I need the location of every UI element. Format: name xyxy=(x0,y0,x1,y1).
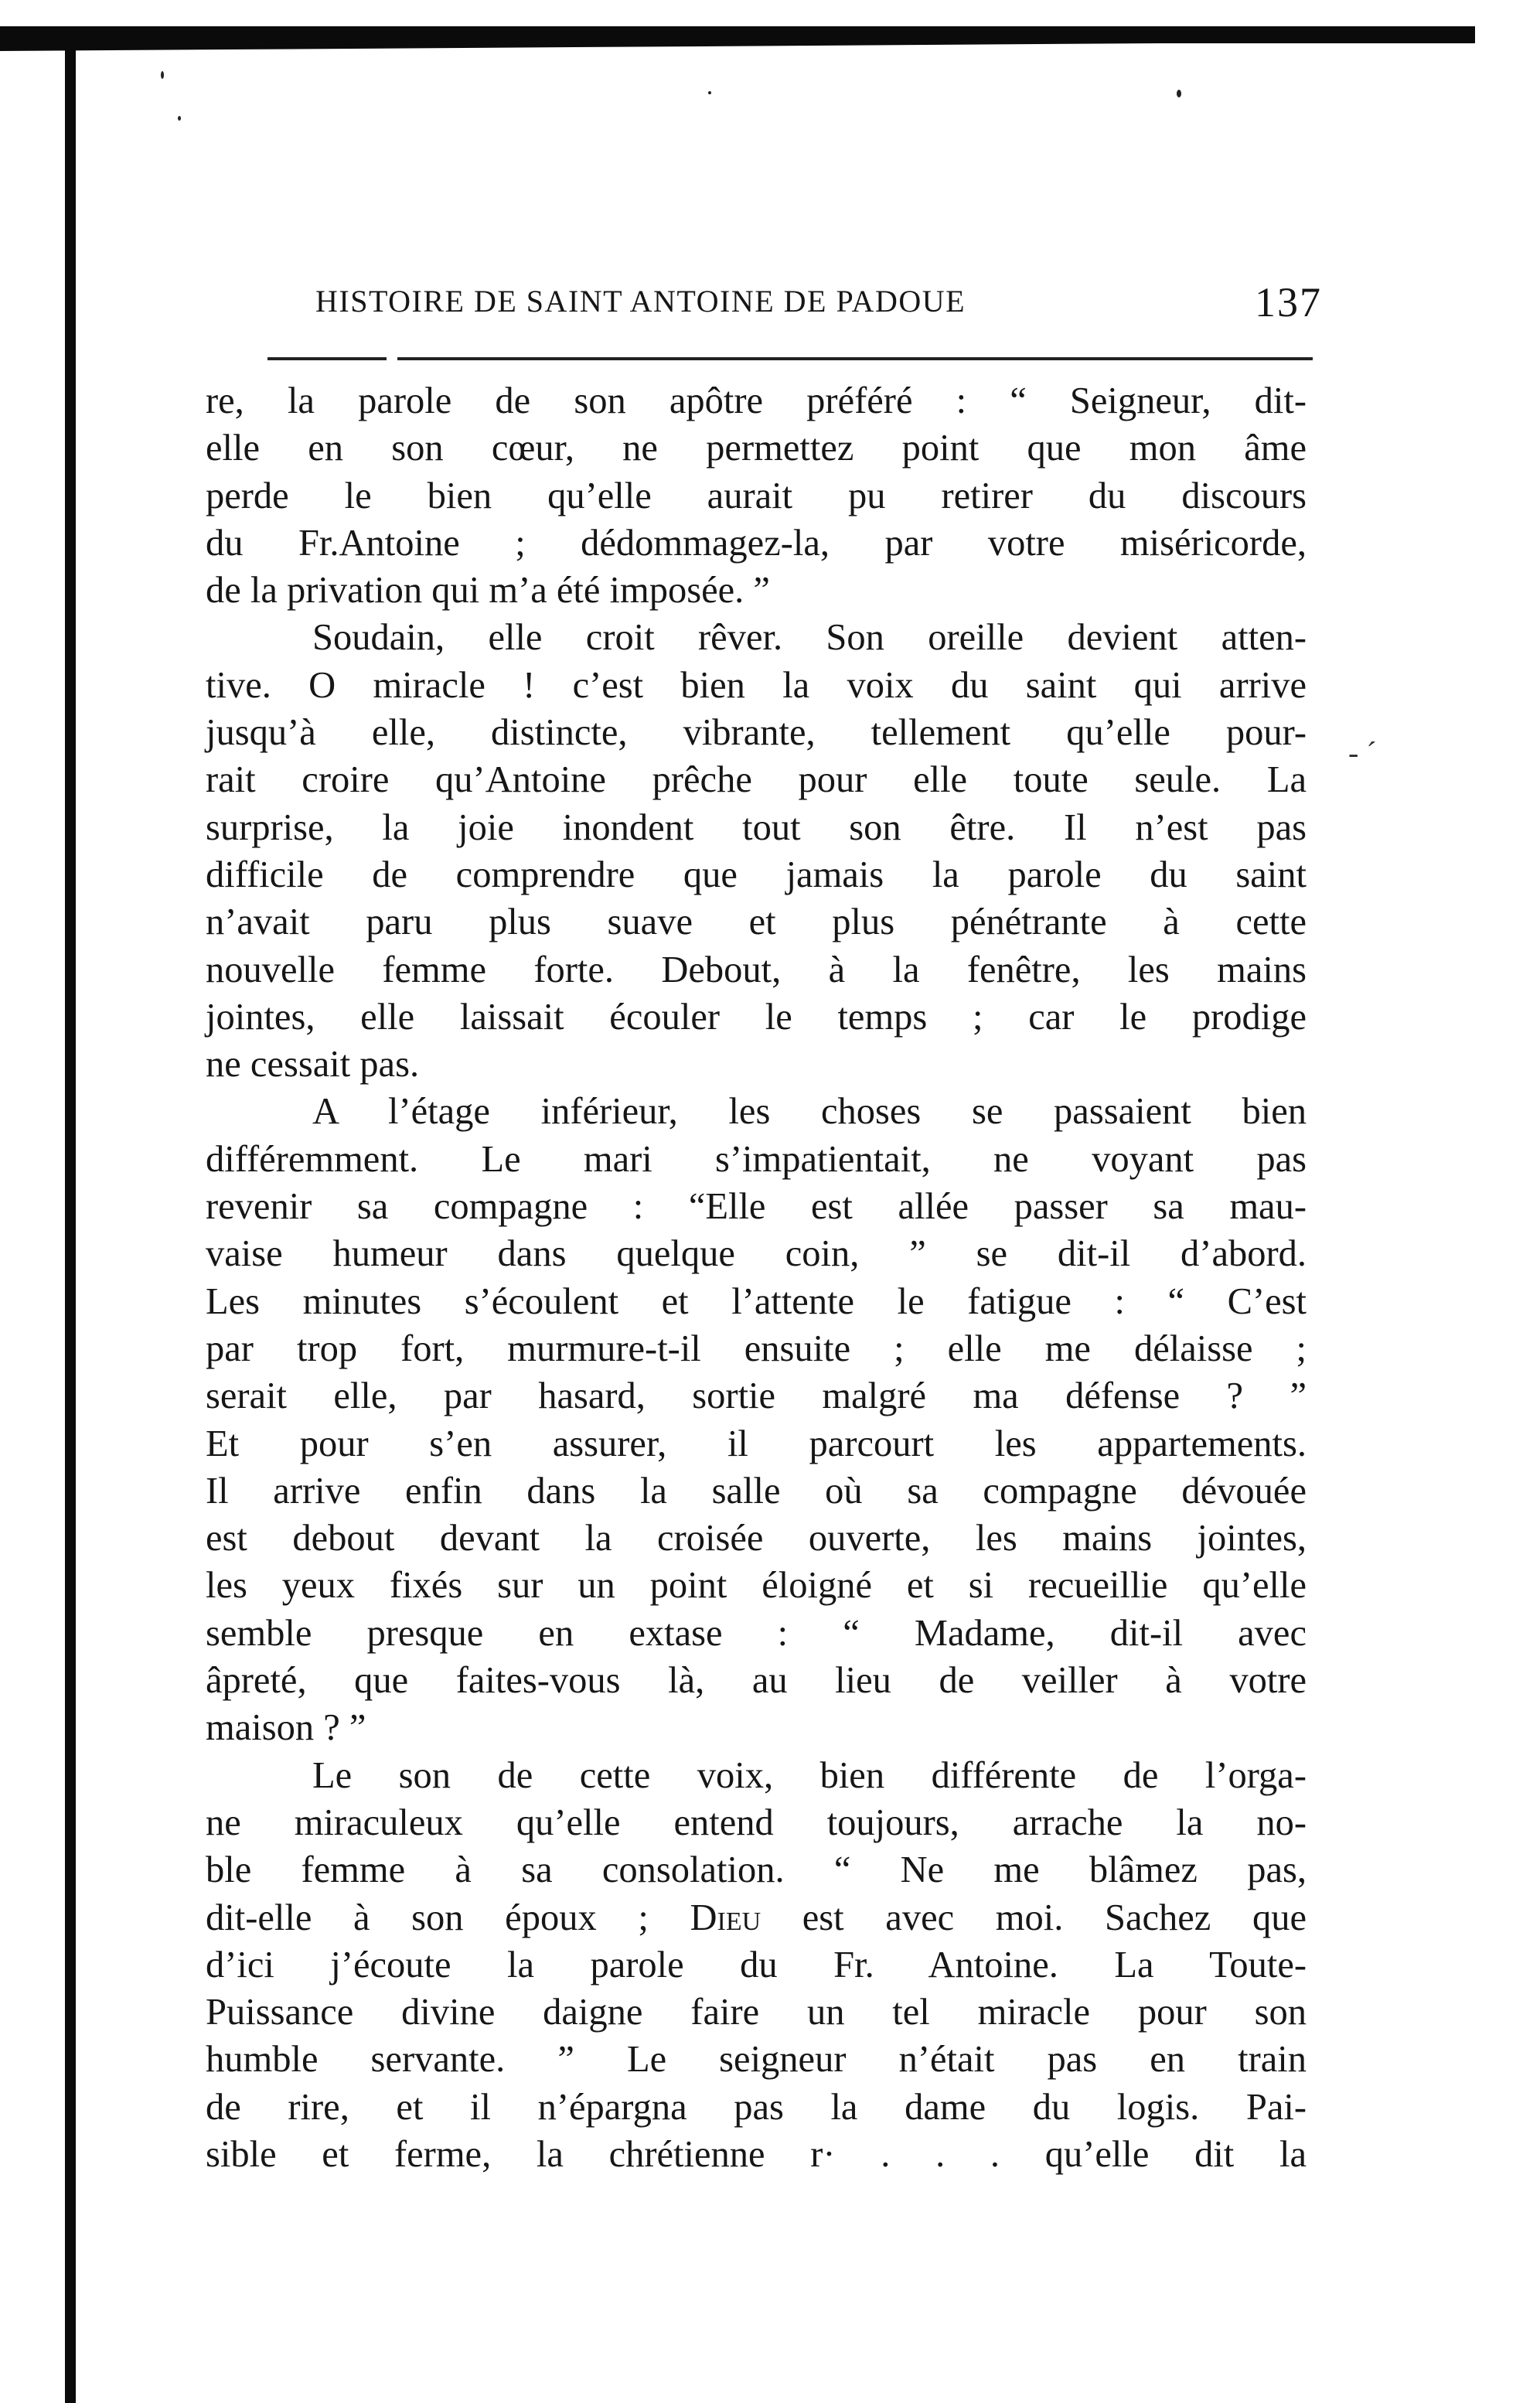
body-text xyxy=(206,377,1307,2178)
scan-speck xyxy=(161,71,164,79)
scan-border-left xyxy=(65,26,76,2403)
text-line: difficile de comprendre que jamais la parole du saint xyxy=(206,854,1307,895)
text-line: est debout devant la croisée ouverte, les mains jointes, xyxy=(206,1518,1307,1559)
text-line: n’avait paru plus suave et plus pénétrante à cette xyxy=(206,902,1307,943)
text-line: A l’étage inférieur, les choses se passaient bien xyxy=(312,1091,1307,1133)
text-line: différemment. Le mari s’impatientait, ne voyant pas xyxy=(206,1138,1307,1180)
text-line: humble servante. ” Le seigneur n’était pas en train xyxy=(206,2039,1307,2081)
text-line: surprise, la joie inondent tout son être. Il n’est pas xyxy=(206,806,1307,848)
scan-speck xyxy=(1177,90,1181,97)
text-line: re, la parole de son apôtre préféré : “ Seigneur, dit- xyxy=(206,380,1307,421)
text-span: est avec moi. Sachez que xyxy=(761,1897,1307,1938)
running-head-rule-left xyxy=(267,357,387,360)
text-line: Soudain, elle croit rêver. Son oreille devient atten- xyxy=(312,617,1307,659)
text-line: revenir sa compagne : “Elle est allée passer sa mau- xyxy=(206,1186,1307,1228)
text-line: de rire, et il n’épargna pas la dame du logis. Pai- xyxy=(206,2086,1307,2128)
running-head-title: HISTOIRE DE SAINT ANTOINE DE PADOUE xyxy=(315,284,966,319)
text-span: dit-elle à son époux ; xyxy=(206,1897,690,1938)
text-line: jointes, elle laissait écouler le temps ; car le prodige xyxy=(206,996,1307,1038)
text-line: par trop fort, murmure-t-il ensuite ; elle me délaisse ; xyxy=(206,1328,1307,1369)
text-line: Les minutes s’écoulent et l’attente le fatigue : “ C’est xyxy=(206,1280,1307,1322)
text-line: vaise humeur dans quelque coin, ” se dit-il d’abord. xyxy=(206,1233,1307,1275)
text-line: Puissance divine daigne faire un tel miracle pour son xyxy=(206,1992,1307,2033)
text-line: serait elle, par hasard, sortie malgré ma défense ? ” xyxy=(206,1375,1307,1417)
scan-speck xyxy=(178,116,181,121)
scan-speck xyxy=(708,91,711,94)
text-line: âpreté, que faites-vous là, au lieu de veiller à votre xyxy=(206,1660,1307,1702)
text-line: perde le bien qu’elle aurait pu retirer du discours xyxy=(206,475,1307,516)
text-line: ne cessait pas. xyxy=(206,1044,420,1086)
text-line: elle en son cœur, ne permettez point que mon âme xyxy=(206,428,1307,469)
text-line: tive. O miracle ! c’est bien la voix du saint qui arrive xyxy=(206,664,1307,706)
text-line: ble femme à sa consolation. “ Ne me blâmez pas, xyxy=(206,1849,1307,1891)
margin-mark: - ´ xyxy=(1348,735,1377,770)
text-line: du Fr.Antoine ; dédommagez-la, par votre miséricorde, xyxy=(206,522,1307,564)
text-line: rait croire qu’Antoine prêche pour elle toute seule. La xyxy=(206,759,1307,801)
scan-border-top xyxy=(0,26,1475,43)
page-number: 137 xyxy=(1255,279,1322,326)
scan-border-top-shadow xyxy=(0,43,1160,51)
text-line: Et pour s’en assurer, il parcourt les appartements. xyxy=(206,1423,1307,1464)
text-line: nouvelle femme forte. Debout, à la fenêtre, les mains xyxy=(206,949,1307,990)
text-line: ne miraculeux qu’elle entend toujours, arrache la no- xyxy=(206,1801,1307,1843)
divine-name-smallcaps: Dieu xyxy=(690,1897,761,1938)
text-line: d’ici j’écoute la parole du Fr. Antoine. La Toute- xyxy=(206,1944,1307,1985)
text-line: de la privation qui m’a été imposée. ” xyxy=(206,570,770,612)
text-line: semble presque en extase : “ Madame, dit-il avec xyxy=(206,1612,1307,1654)
text-line: les yeux fixés sur un point éloigné et si recueillie qu’elle xyxy=(206,1565,1307,1607)
running-head-rule-right xyxy=(397,357,1313,360)
text-line xyxy=(206,1894,1307,1941)
text-line: Le son de cette voix, bien différente de l’orga- xyxy=(312,1754,1307,1796)
running-head xyxy=(315,279,1322,329)
text-line: maison ? ” xyxy=(206,1707,366,1749)
text-line: jusqu’à elle, distincte, vibrante, tellement qu’elle pour- xyxy=(206,712,1307,754)
text-line: Il arrive enfin dans la salle où sa compagne dévouée xyxy=(206,1470,1307,1512)
text-line: sible et ferme, la chrétienne r· . . . qu’elle dit la xyxy=(206,2133,1307,2175)
